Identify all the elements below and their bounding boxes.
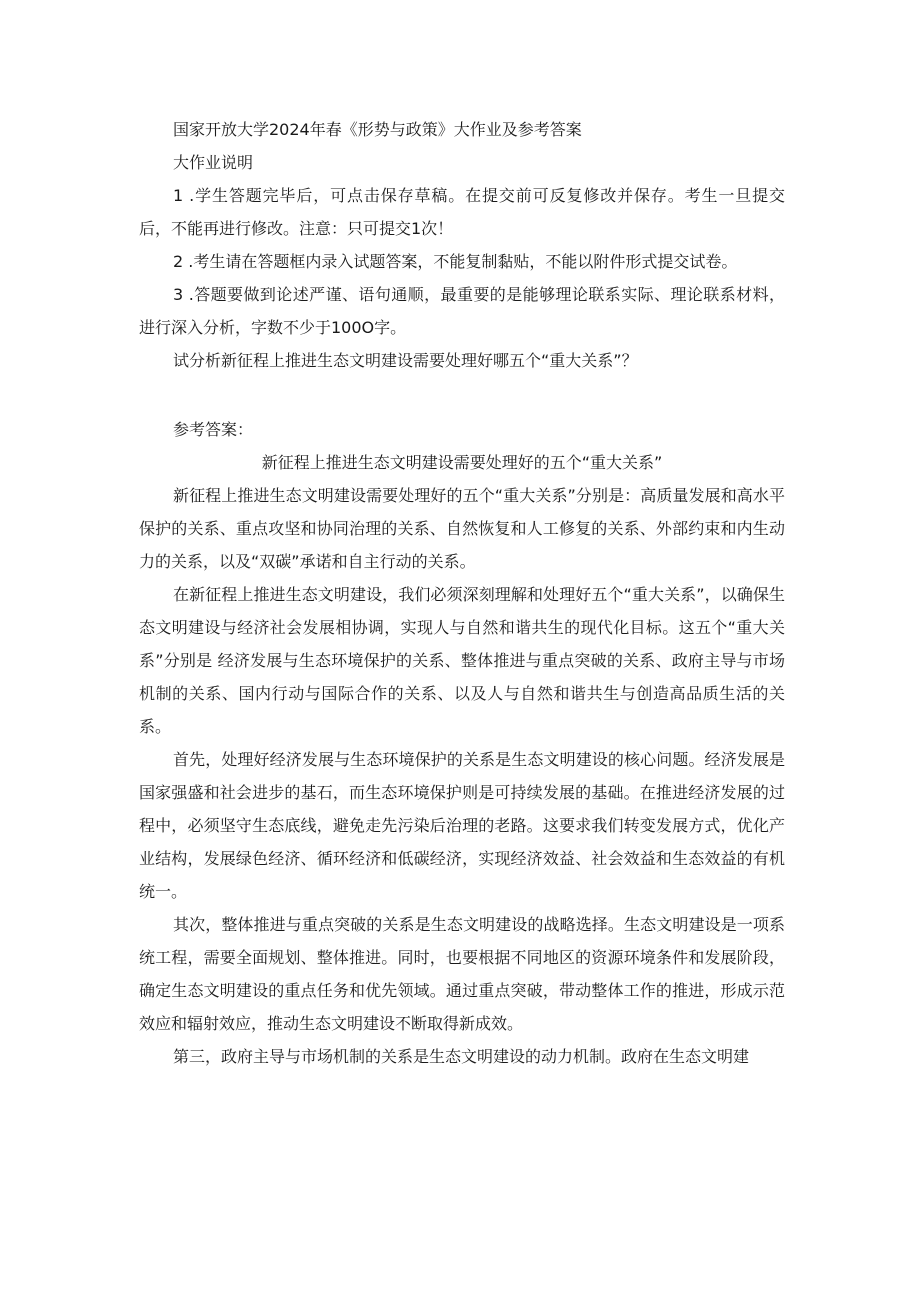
instruction-item-3: 3 .答题要做到论述严谨、语句通顺，最重要的是能够理论联系实际、理论联系材料，进行深入分析，字数不少于100O字。	[139, 285, 785, 337]
answer-paragraph-3: 首先，处理好经济发展与生态环境保护的关系是生态文明建设的核心问题。经济发展是国家强盛和社会进步的基石，而生态环境保护则是可持续发展的基础。在推进经济发展的过程中，必须坚守生态底线，避免走先污染后治理的老路。这要求我们转变发展方式，优化产业结构，发展绿色经济、循环经济和低碳经济，实现经济效益、社会效益和生态效益的有机统一。	[139, 750, 785, 901]
answer-title: 新征程上推进生态文明建设需要处理好的五个“重大关系”	[261, 453, 663, 472]
answer-paragraph-5: 第三，政府主导与市场机制的关系是生态文明建设的动力机制。政府在生态文明建	[173, 1047, 750, 1066]
answer-label: 参考答案：	[173, 420, 254, 439]
instruction-item-2: 2 .考生请在答题框内录入试题答案，不能复制黏贴，不能以附件形式提交试卷。	[173, 252, 738, 271]
instructions-heading: 大作业说明	[173, 153, 254, 172]
question-text: 试分析新征程上推进生态文明建设需要处理好哪五个“重大关系”？	[173, 351, 638, 370]
answer-paragraph-2: 在新征程上推进生态文明建设，我们必须深刻理解和处理好五个“重大关系”，以确保生态文明建设与经济社会发展相协调，实现人与自然和谐共生的现代化目标。这五个“重大关系”分别是 经济发展与生态环境保护的关系、整体推进与重点突破的关系、政府主导与市场机制的关系、国内行动与国际合作的关系、以及人与自然和谐共生与创造高品质生活的关系。	[139, 585, 785, 736]
answer-paragraph-4: 其次，整体推进与重点突破的关系是生态文明建设的战略选择。生态文明建设是一项系统工程，需要全面规划、整体推进。同时，也要根据不同地区的资源环境条件和发展阶段，确定生态文明建设的重点任务和优先领域。通过重点突破，带动整体工作的推进，形成示范效应和辐射效应，推动生态文明建设不断取得新成效。	[139, 915, 785, 1033]
document-content	[139, 113, 785, 1073]
instruction-item-1: 1 .学生答题完毕后，可点击保存草稿。在提交前可反复修改并保存。考生一旦提交后，不能再进行修改。注意：只可提交1次！	[139, 186, 785, 238]
answer-paragraph-1: 新征程上推进生态文明建设需要处理好的五个“重大关系”分别是：高质量发展和高水平保护的关系、重点攻坚和协同治理的关系、自然恢复和人工修复的关系、外部约束和内生动力的关系，以及“双碳”承诺和自主行动的关系。	[139, 486, 785, 571]
spacer	[139, 377, 785, 413]
document-title: 国家开放大学2024年春《形势与政策》大作业及参考答案	[173, 120, 582, 139]
